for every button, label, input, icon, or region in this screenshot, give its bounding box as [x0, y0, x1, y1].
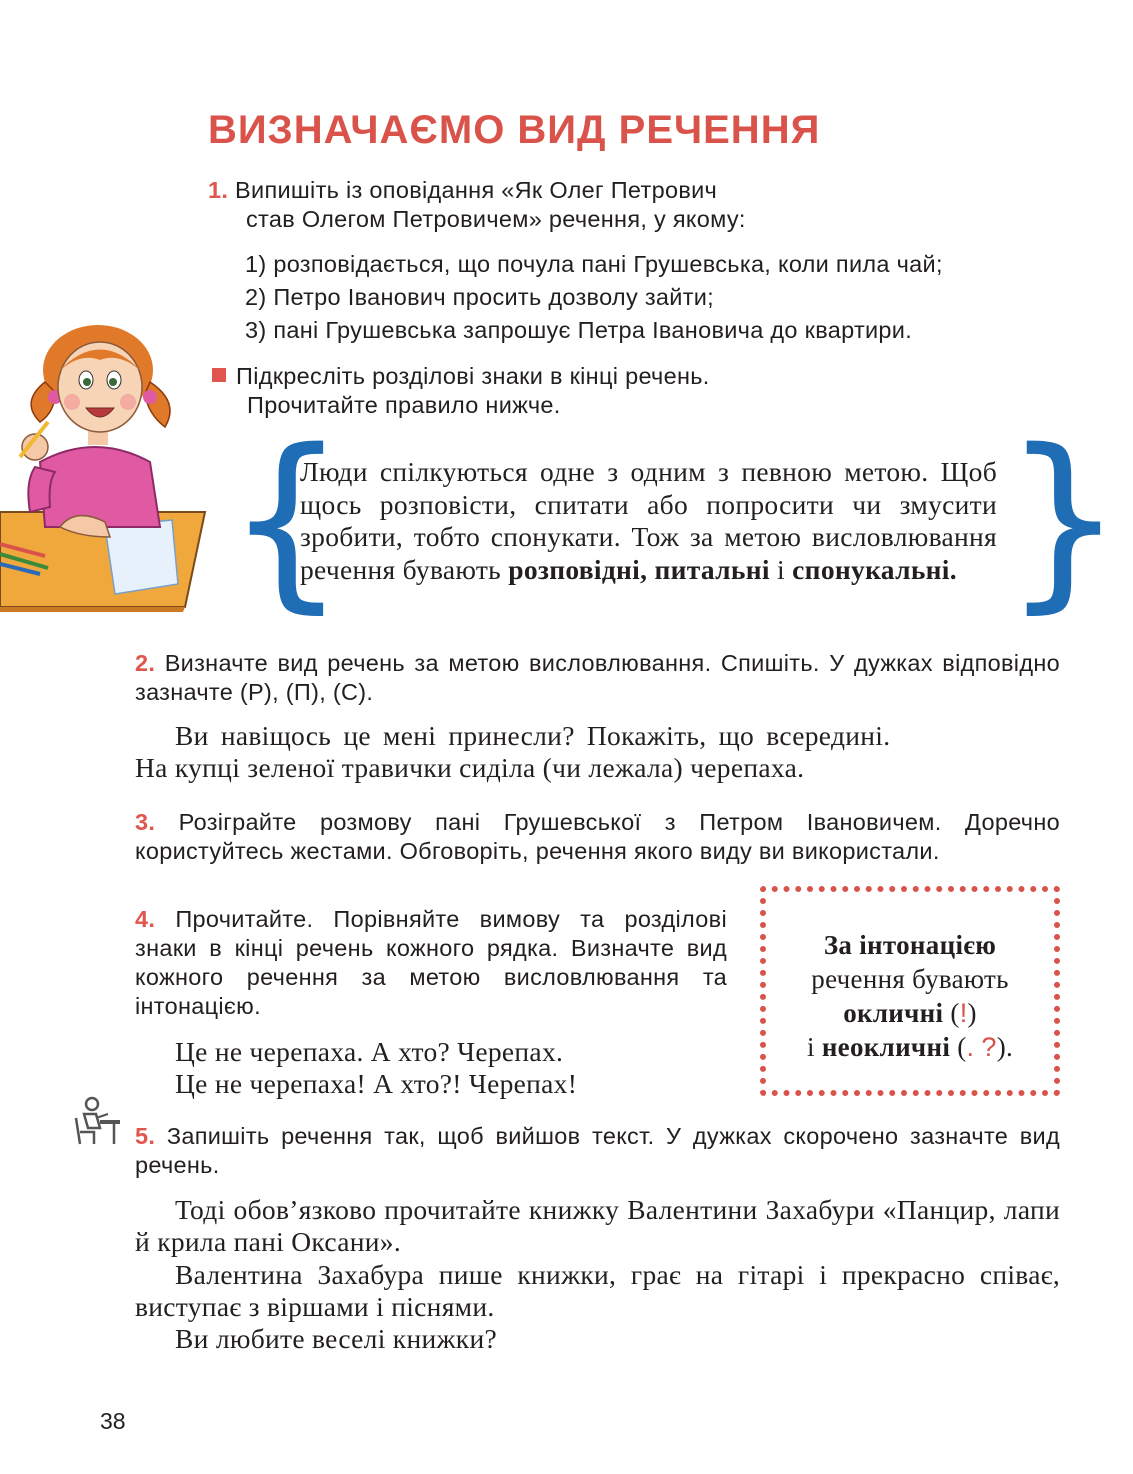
task-4: [135, 905, 727, 1021]
task-4-example: [175, 1036, 735, 1100]
example-line-2: На купці зеленої травички сиділа (чи лежала) черепаха.: [135, 752, 805, 783]
task-number: 5.: [135, 1123, 156, 1149]
note-line-2: речення бувають: [811, 964, 1009, 994]
task-2: [135, 649, 1060, 707]
task-5-text: Запишіть речення так, щоб вийшов текст. У дужках скорочено зазначте вид речень.: [135, 1123, 1060, 1178]
question-mark: ?: [981, 1032, 997, 1062]
task-number: 3.: [135, 809, 156, 835]
task-1: [208, 176, 1088, 234]
note-heading: За інтонацією: [823, 930, 997, 960]
note-and: і: [806, 1032, 815, 1062]
task-number: 1.: [208, 177, 229, 203]
task-3-text: Розіграйте розмову пані Грушевської з Петром Івановичем. Доречно користуйтесь жестами. Обговоріть, речення якого виду ви використали.: [135, 809, 1060, 864]
paren-close: ): [967, 998, 977, 1028]
paren-close: ).: [996, 1032, 1014, 1062]
task-1-list: [245, 250, 1095, 345]
list-item: 2) Петро Іванович просить дозволу зайти;: [245, 284, 715, 310]
rule-text: [300, 456, 997, 586]
paren-open: (: [957, 1032, 967, 1062]
example-line-2: Це не черепаха! А хто?! Черепах!: [175, 1068, 578, 1099]
task-number: 4.: [135, 906, 156, 932]
bullet-line-2: Прочитайте правило нижче.: [247, 392, 561, 418]
task-5-paragraph-3: Ви любите веселі книжки?: [175, 1323, 497, 1354]
exclamation-mark: !: [959, 998, 968, 1028]
task-3: [135, 808, 1060, 866]
period-mark: .: [966, 1032, 975, 1062]
task-2-example: [135, 720, 1060, 784]
task-2-text: Визначте вид речень за метою висловлювання. Спишіть. У дужках відповідно зазначте (Р), (П), (С).: [135, 650, 1060, 705]
rule-body: Люди спілкуються одне з одним з певною метою. Щоб щось розповісти, спитати або попросити чи змусити зробити, тобто спонукати. Тож за метою висловлювання речення бувають: [300, 456, 997, 585]
girl-at-desk-illustration: [0, 322, 215, 612]
task-5: [135, 1122, 1060, 1180]
left-brace-icon: {: [226, 409, 347, 630]
task-4-text: Прочитайте. Порівняйте вимову та розділові знаки в кінці речень кожного рядка. Визначте вид кожного речення за метою висловлювання та інтонацією.: [135, 906, 727, 1019]
example-line-1: Ви навіщось це мені принесли? Покажіть, що всередині.: [175, 720, 891, 751]
intonation-note-box: [760, 886, 1060, 1096]
rule-bold-types: розповідні, питальні: [508, 553, 770, 585]
paren-open: (: [950, 998, 960, 1028]
task-number: 2.: [135, 650, 156, 676]
list-item: 3) пані Грушевська запрошує Петра Івановича до квартири.: [245, 317, 913, 343]
task-5-paragraph-1: Тоді обов’язково прочитайте книжку Валентини Захабури «Панцир, лапи й крила пані Оксани».: [135, 1194, 1060, 1257]
list-item: 1) розповідається, що почула пані Грушевська, коли пила чай;: [245, 251, 943, 277]
rule-bold-last: спонукальні.: [792, 553, 957, 585]
task-5-paragraph-2: Валентина Захабура пише книжки, грає на гітарі і прекрасно співає, виступає з віршами і піснями.: [135, 1259, 1060, 1322]
task-1-line-2: став Олегом Петровичем» речення, у якому:: [246, 206, 746, 232]
note-nonexclamatory: неокличні: [821, 1032, 951, 1062]
right-brace-icon: }: [1003, 409, 1124, 630]
task-1-line-1: Випишіть із оповідання «Як Олег Петрович: [235, 177, 718, 203]
note-exclamatory: окличні: [843, 998, 944, 1028]
bullet-line-1: Підкресліть розділові знаки в кінці речень.: [236, 363, 710, 389]
writing-task-icon: [70, 1096, 122, 1148]
rule-and: і: [777, 553, 785, 585]
page-number: 38: [100, 1408, 126, 1434]
page-title: ВИЗНАЧАЄМО ВИД РЕЧЕННЯ: [208, 108, 821, 152]
example-line-1: Це не черепаха. А хто? Черепах.: [175, 1036, 564, 1067]
